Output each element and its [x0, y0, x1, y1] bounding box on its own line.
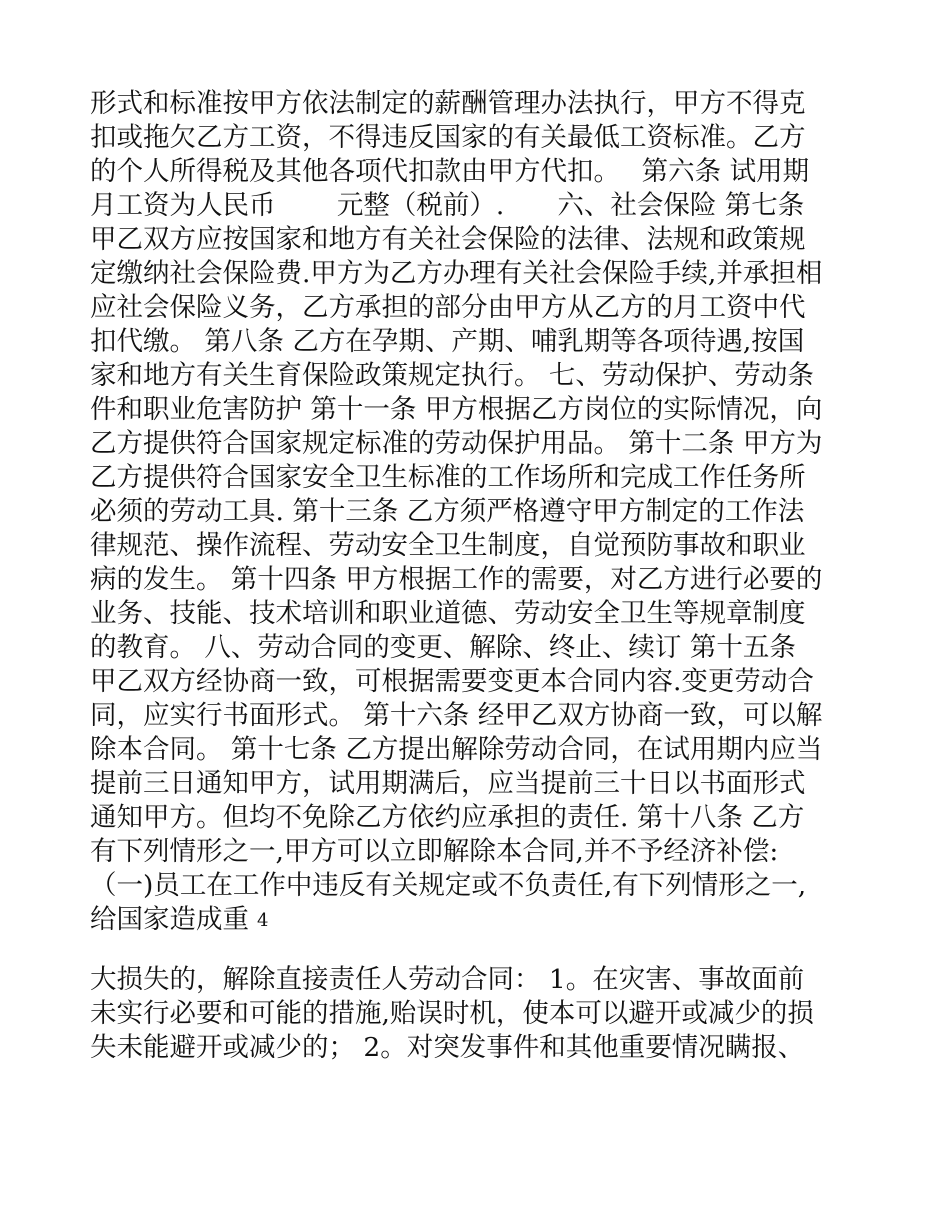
text-line: 形式和标准按甲方依法制定的薪酬管理办法执行，甲方不得克 [90, 88, 806, 119]
text-line: 律规范、操作流程、劳动安全卫生制度，自觉预防事故和职业 [90, 530, 806, 561]
text-line: 病的发生。 第十四条 甲方根据工作的需要，对乙方进行必要的 [90, 564, 823, 595]
text-line: 的教育。 八、劳动合同的变更、解除、终止、续订 第十五条 [90, 632, 796, 663]
text-line: 除本合同。 第十七条 乙方提出解除劳动合同，在试用期内应当 [90, 734, 823, 765]
text-line: 甲乙双方应按国家和地方有关社会保险的法律、法规和政策规 [90, 224, 806, 255]
text-line: 甲乙双方经协商一致，可根据需要变更本合同内容.变更劳动合 [90, 666, 814, 697]
text-line: 应社会保险义务，乙方承担的部分由甲方从乙方的月工资中代 [90, 292, 806, 323]
text-line: 失未能避开或减少的； 2。对突发事件和其他重要情况瞒报、 [90, 1032, 805, 1063]
page-number: 4 [257, 910, 269, 931]
text-line: 未实行必要和可能的措施,贻误时机，使本可以避开或减少的损 [90, 998, 814, 1029]
text-line: 定缴纳社会保险费.甲方为乙方办理有关社会保险手续,并承担相 [90, 258, 823, 289]
text-line: 提前三日通知甲方，试用期满后，应当提前三十日以书面形式 [90, 768, 806, 799]
text-line: 通知甲方。但均不免除乙方依约应承担的责任. 第十八条 乙方 [90, 802, 805, 833]
text-line-last [90, 904, 268, 936]
text-line: 扣代缴。 第八条 乙方在孕期、产期、哺乳期等各项待遇,按国 [90, 326, 805, 357]
text-line: 乙方提供符合国家规定标准的劳动保护用品。 第十二条 甲方为 [90, 428, 823, 459]
text-line: 有下列情形之一,甲方可以立即解除本合同,并不予经济补偿: [90, 836, 779, 867]
text-line: 扣或拖欠乙方工资，不得违反国家的有关最低工资标准。乙方 [90, 122, 806, 153]
text-line: （一)员工在工作中违反有关规定或不负责任,有下列情形之一, [90, 870, 807, 901]
text-line: 大损失的，解除直接责任人劳动合同： 1。在灾害、事故面前 [90, 964, 805, 995]
text-line-fragment: 给国家造成重 [90, 904, 249, 935]
text-line: 家和地方有关生育保险政策规定执行。 七、劳动保护、劳动条 [90, 360, 814, 391]
text-line: 月工资为人民币 元整（税前）. 六、社会保险 第七条 [90, 190, 805, 221]
text-line: 同，应实行书面形式。 第十六条 经甲乙双方协商一致，可以解 [90, 700, 823, 731]
text-line: 乙方提供符合国家安全卫生标准的工作场所和完成工作任务所 [90, 462, 806, 493]
text-line: 的个人所得税及其他各项代扣款由甲方代扣。 第六条 试用期 [90, 156, 810, 187]
text-line: 业务、技能、技术培训和职业道德、劳动安全卫生等规章制度 [90, 598, 806, 629]
text-line: 必须的劳动工具. 第十三条 乙方须严格遵守甲方制定的工作法 [90, 496, 805, 527]
text-line: 件和职业危害防护 第十一条 甲方根据乙方岗位的实际情况，向 [90, 394, 823, 425]
